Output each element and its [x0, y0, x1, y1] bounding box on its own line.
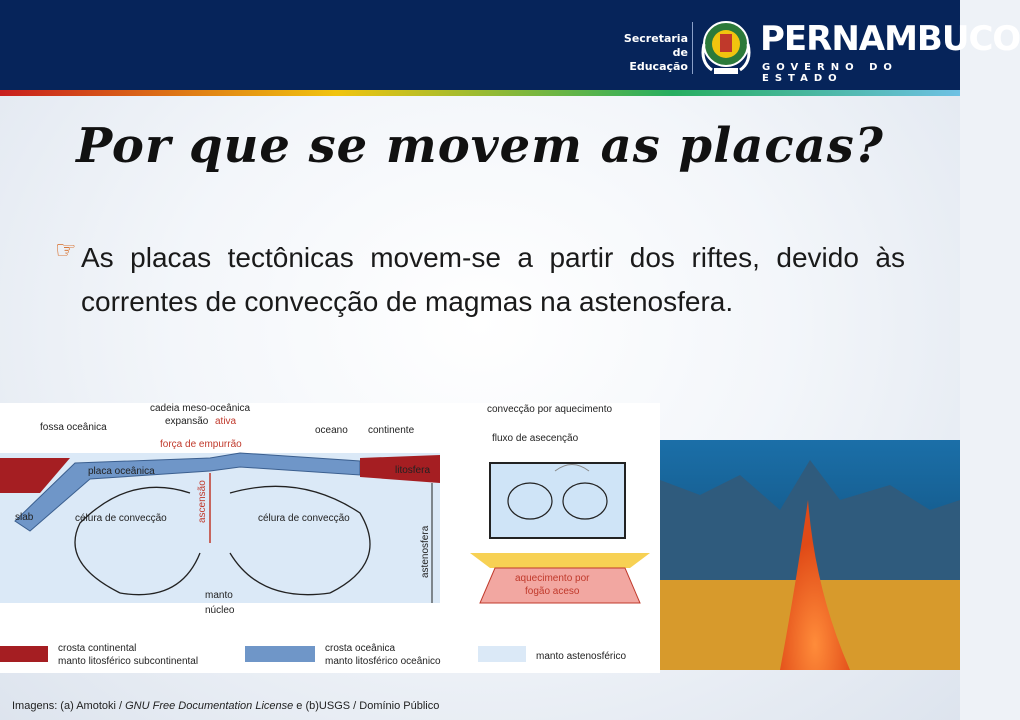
legend-manto-sub: manto litosférico subcontinental — [58, 656, 199, 667]
label-astenosfera: astenosfera — [420, 525, 431, 578]
label-fossa: fossa oceânica — [40, 422, 107, 433]
label-celula-right: célura de convecção — [258, 513, 350, 524]
label-expansao: expansão — [165, 416, 209, 427]
secretaria-label — [610, 32, 688, 74]
legend-swatch-asteno — [478, 646, 526, 662]
slide-title: Por que se movem as placas? — [76, 118, 884, 174]
label-placa: placa oceânica — [88, 466, 155, 477]
label-forca: força de empurrão — [160, 439, 242, 450]
label-litosfera: litosfera — [395, 465, 431, 476]
label-oceano: oceano — [315, 425, 348, 436]
coat-of-arms-icon — [698, 16, 754, 78]
brand-subtitle: GOVERNO DO ESTADO — [762, 62, 898, 84]
label-manto: manto — [205, 590, 233, 601]
secretaria-line1: Secretaria de — [623, 32, 688, 59]
header-divider — [692, 22, 693, 74]
label-slab: slab — [15, 512, 34, 523]
caption-license: GNU Free Documentation License — [125, 700, 294, 712]
label-fluxo: fluxo de asecenção — [492, 433, 579, 444]
convection-diagram — [0, 403, 660, 673]
header-color-stripe — [0, 90, 960, 96]
pot — [490, 463, 625, 538]
label-celula-left: célura de convecção — [75, 513, 167, 524]
pointing-hand-icon: ☞ — [55, 236, 77, 264]
bullet-text: As placas tectônicas movem-se a partir dos riftes, devido às correntes de convecção de magmas na astenosfera. — [81, 242, 905, 317]
caption-part2: e (b)USGS / Domínio Público — [293, 700, 440, 712]
caption-part1: Imagens: (a) Amotoki / — [12, 700, 126, 712]
rift-illustration — [660, 440, 960, 670]
label-conveccao: convecção por aquecimento — [487, 404, 613, 415]
legend-manto-asteno: manto astenosférico — [536, 651, 627, 662]
label-aquecimento-2: fogão aceso — [525, 586, 580, 597]
bullet-item — [55, 236, 905, 324]
legend-crosta-oceanica: crosta oceânica — [325, 643, 396, 654]
label-aquecimento-1: aquecimento por — [515, 573, 590, 584]
legend-manto-oceanico: manto litosférico oceânico — [325, 656, 441, 667]
legend-swatch-continental — [0, 646, 48, 662]
label-ascensao: ascensão — [197, 480, 208, 523]
label-continente: continente — [368, 425, 415, 436]
flame-area — [470, 553, 650, 568]
secretaria-line2: Educação — [629, 60, 688, 73]
label-cadeia: cadeia meso-oceânica — [150, 403, 251, 414]
image-credits — [12, 700, 439, 712]
legend-crosta-continental: crosta continental — [58, 643, 137, 654]
legend-swatch-oceanic — [245, 646, 315, 662]
label-nucleo: núcleo — [205, 605, 235, 616]
label-ativa: ativa — [215, 416, 237, 427]
brand-name: PERNAMBUCO — [760, 19, 1020, 59]
